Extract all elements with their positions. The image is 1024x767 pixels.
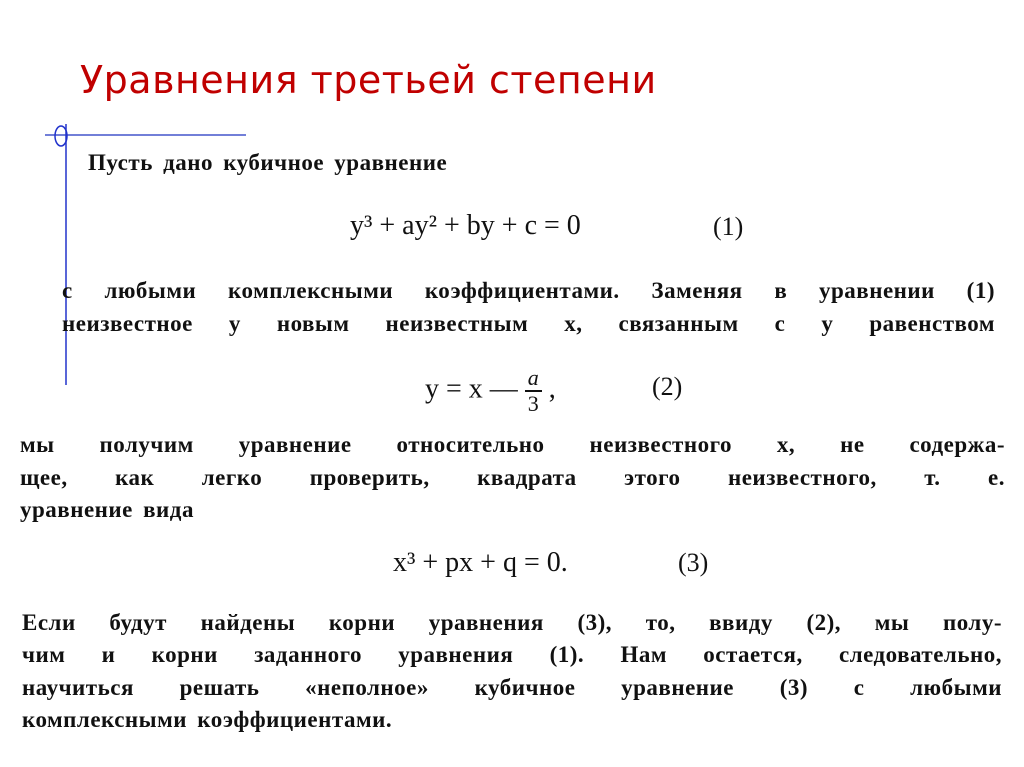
equation-1: y³ + ay² + by + c = 0 [350,210,581,241]
equation-number-2: (2) [652,372,683,401]
equation-number-1: (1) [713,212,744,241]
paragraph-line: с любыми комплексными коэффициентами. Заменяя в уравнении (1) [62,278,995,303]
paragraph-line: Если будут найдены корни уравнения (3), то, ввиду (2), мы полу- [22,610,1002,635]
paragraph-line: уравнение вида [20,497,194,522]
equation-2 [425,366,556,416]
paragraph-line: Пусть дано кубичное уравнение [88,150,448,175]
equation-2-tail: , [548,373,556,405]
paragraph-line: неизвестное y новым неизвестным x, связанным с y равенством [62,311,995,336]
fraction-numerator: a [525,366,542,392]
paragraph-line: щее, как легко проверить, квадрата этого неизвестного, т. е. [20,465,1005,490]
equation-number-3: (3) [678,548,709,577]
equation-3: x³ + px + q = 0. [393,547,568,578]
paragraph-line: чим и корни заданного уравнения (1). Нам остается, следовательно, [22,642,1002,667]
fraction-denominator: 3 [527,391,539,416]
paragraph-line: научиться решать «неполное» кубичное уравнение (3) с любыми [22,675,1002,700]
paragraph-line: комплексными коэффициентами. [22,707,393,732]
equation-2-lhs: y = x — [425,373,518,405]
margin-decoration [0,0,260,400]
slide-title: Уравнения третьей степени [80,58,657,102]
fraction [525,366,542,416]
paragraph-line: мы получим уравнение относительно неизвестного x, не содержа- [20,432,1005,457]
